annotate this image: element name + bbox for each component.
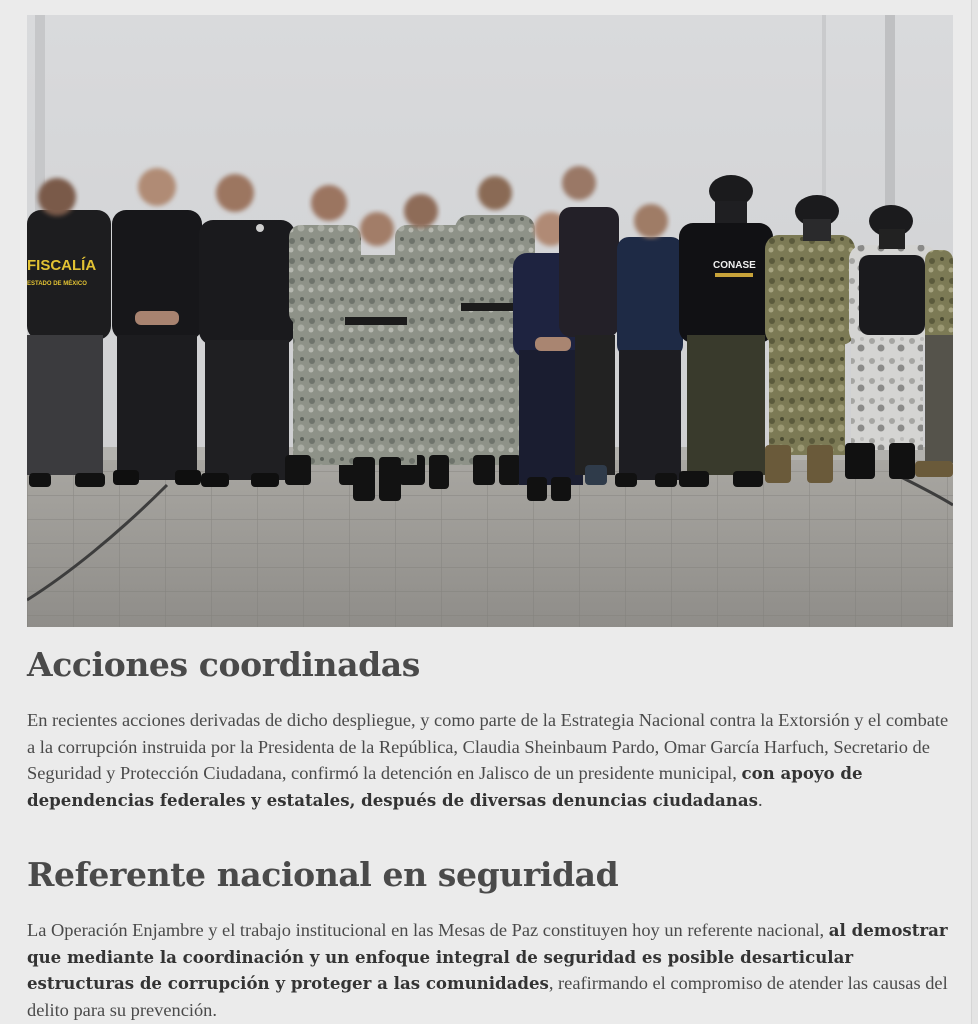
vest-label-estado: ESTADO DE MÉXICO [27, 281, 87, 287]
person-guard-camo-front [329, 212, 421, 501]
section-acciones-coordinadas [27, 645, 953, 813]
article-photo [27, 15, 953, 627]
vest-label-conase: CONASE [713, 260, 756, 271]
section-referente-nacional [27, 855, 953, 1023]
paragraph-text-end: , reafirmando el compromiso de atender las causas del delito para su prevención. [27, 973, 948, 1020]
person-fiscalia-agent [27, 178, 111, 487]
section-heading: Acciones coordinadas [27, 645, 420, 684]
scrollbar-track[interactable] [971, 0, 978, 1024]
section-heading: Referente nacional en seguridad [27, 855, 619, 894]
section-paragraph [27, 707, 953, 813]
paragraph-bold-text: al demostrar que mediante la coordinación y un enfoque integral de seguridad es posible desarticular estructuras de corrupción y proteger a las comunidades [27, 920, 948, 993]
person-police-black-1 [112, 168, 202, 485]
paragraph-text-end: . [757, 789, 763, 810]
vest-label-fiscalia: FISCALÍA [27, 257, 97, 274]
paragraph-text: En recientes acciones derivadas de dicho despliegue, y como parte de la Estrategia Nacional contra la Extorsión y el combate a la corrupción instruida por la Presidenta de la República, Claudia Sheinbaum Pardo, Omar García Harfuch, Secretario de Seguridad y Protección Ciudadana, confirmó la detención en Jalisco de un presidente municipal, [27, 710, 949, 783]
person-police-black-2 [199, 174, 295, 487]
person-soldier-camo [765, 195, 855, 483]
section-paragraph [27, 917, 953, 1023]
paragraph-bold-text: con apoyo de dependencias federales y estatales, después de diversas denuncias ciudadanas [27, 763, 863, 810]
person-man-blue-jacket [615, 204, 683, 487]
paragraph-text: La Operación Enjambre y el trabajo institucional en las Mesas de Paz constituyen hoy un referente nacional, [27, 920, 829, 940]
